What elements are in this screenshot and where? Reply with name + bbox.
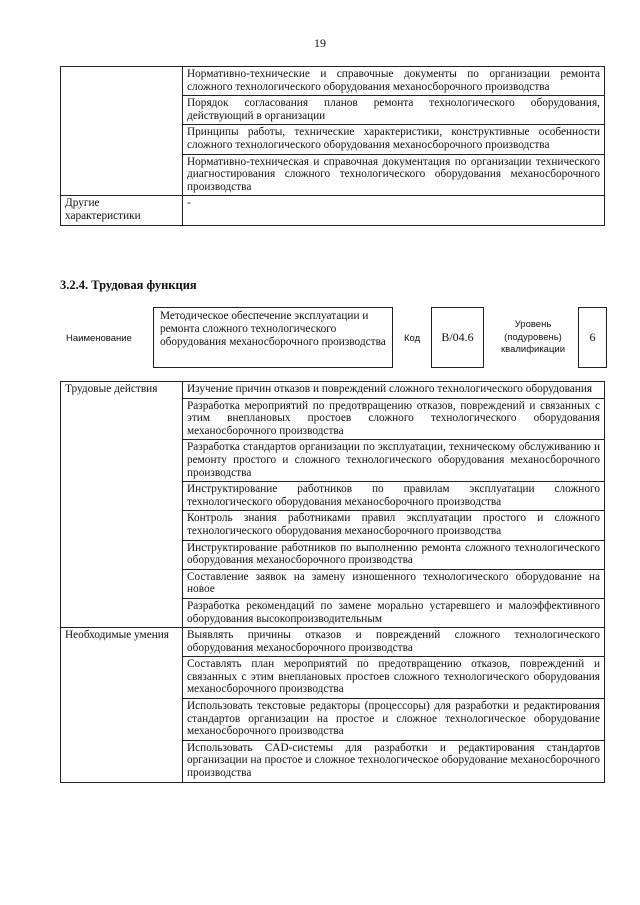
row-label bbox=[61, 67, 183, 196]
row-label: Другие характеристики bbox=[61, 196, 183, 225]
name-label: Наименование bbox=[66, 333, 132, 344]
labor-action-item: Инструктирование работников по правилам эксплуатации сложного технологического оборудования механосборочного производства bbox=[183, 482, 605, 511]
group-label: Трудовые действия bbox=[61, 382, 183, 628]
qualification-level-value: 6 bbox=[578, 307, 607, 368]
labor-action-item: Разработка рекомендаций по замене морально устаревшего и малоэффективного оборудования высокопроизводительным bbox=[183, 598, 605, 627]
page-number: 19 bbox=[314, 36, 326, 50]
labor-function-table bbox=[60, 381, 605, 783]
knowledge-item: Принципы работы, технические характеристики, конструктивные особенности сложного технологического оборудования механосборочного производства bbox=[183, 125, 605, 154]
knowledge-item: - bbox=[183, 196, 605, 225]
table-row bbox=[61, 196, 605, 225]
qualification-level-label: Уровень (подуровень) квалификации bbox=[500, 319, 566, 355]
function-name: Методическое обеспечение эксплуатации и ремонта сложного технологического оборудования механосборочного производства bbox=[153, 307, 393, 368]
labor-action-item: Составление заявок на замену изношенного технологического оборудование на новое bbox=[183, 569, 605, 598]
function-code: B/04.6 bbox=[431, 307, 484, 368]
required-skill-item: Использовать CAD-системы для разработки и редактирования стандартов организации на простое и сложное технологическое оборудование механосборочного производства bbox=[183, 740, 605, 782]
knowledge-item: Нормативно-техническая и справочная документация по организации технического диагностирования сложного технологического оборудования механосборочного производства bbox=[183, 154, 605, 196]
labor-action-item: Разработка стандартов организации по эксплуатации, техническому обслуживанию и ремонту простого и сложного технологического оборудования механосборочного производства bbox=[183, 440, 605, 482]
code-label: Код bbox=[404, 333, 421, 344]
labor-action-item: Инструктирование работников по выполнению ремонта сложного технологического оборудования механосборочного производства bbox=[183, 540, 605, 569]
group-label: Необходимые умения bbox=[61, 628, 183, 783]
knowledge-item: Нормативно-технические и справочные документы по организации ремонта сложного технологического оборудования механосборочного производства bbox=[183, 67, 605, 96]
required-skill-item: Использовать текстовые редакторы (процессоры) для разработки и редактирования стандартов организации на простое и сложное технологическое оборудование механосборочного производства bbox=[183, 699, 605, 741]
table-row bbox=[61, 628, 605, 657]
section-heading: 3.2.4. Трудовая функция bbox=[60, 278, 197, 292]
knowledge-item: Порядок согласования планов ремонта технологического оборудования, действующий в организации bbox=[183, 96, 605, 125]
knowledge-table bbox=[60, 66, 605, 226]
required-skill-item: Составлять план мероприятий по предотвращению отказов, повреждений и связанных с этим внеплановых простоев сложного технологического оборудования механосборочного производства bbox=[183, 657, 605, 699]
labor-action-item: Контроль знания работниками правил эксплуатации простого и сложного технологического оборудования механосборочного производства bbox=[183, 511, 605, 540]
required-skill-item: Выявлять причины отказов и повреждений сложного технологического оборудования механосборочного производства bbox=[183, 628, 605, 657]
labor-action-item: Изучение причин отказов и повреждений сложного технологического оборудования bbox=[183, 382, 605, 399]
table-row bbox=[61, 67, 605, 96]
labor-action-item: Разработка мероприятий по предотвращению отказов, повреждений и связанных с этим внеплановых простоев сложного технологического оборудования механосборочного производства bbox=[183, 398, 605, 440]
table-row bbox=[61, 382, 605, 399]
